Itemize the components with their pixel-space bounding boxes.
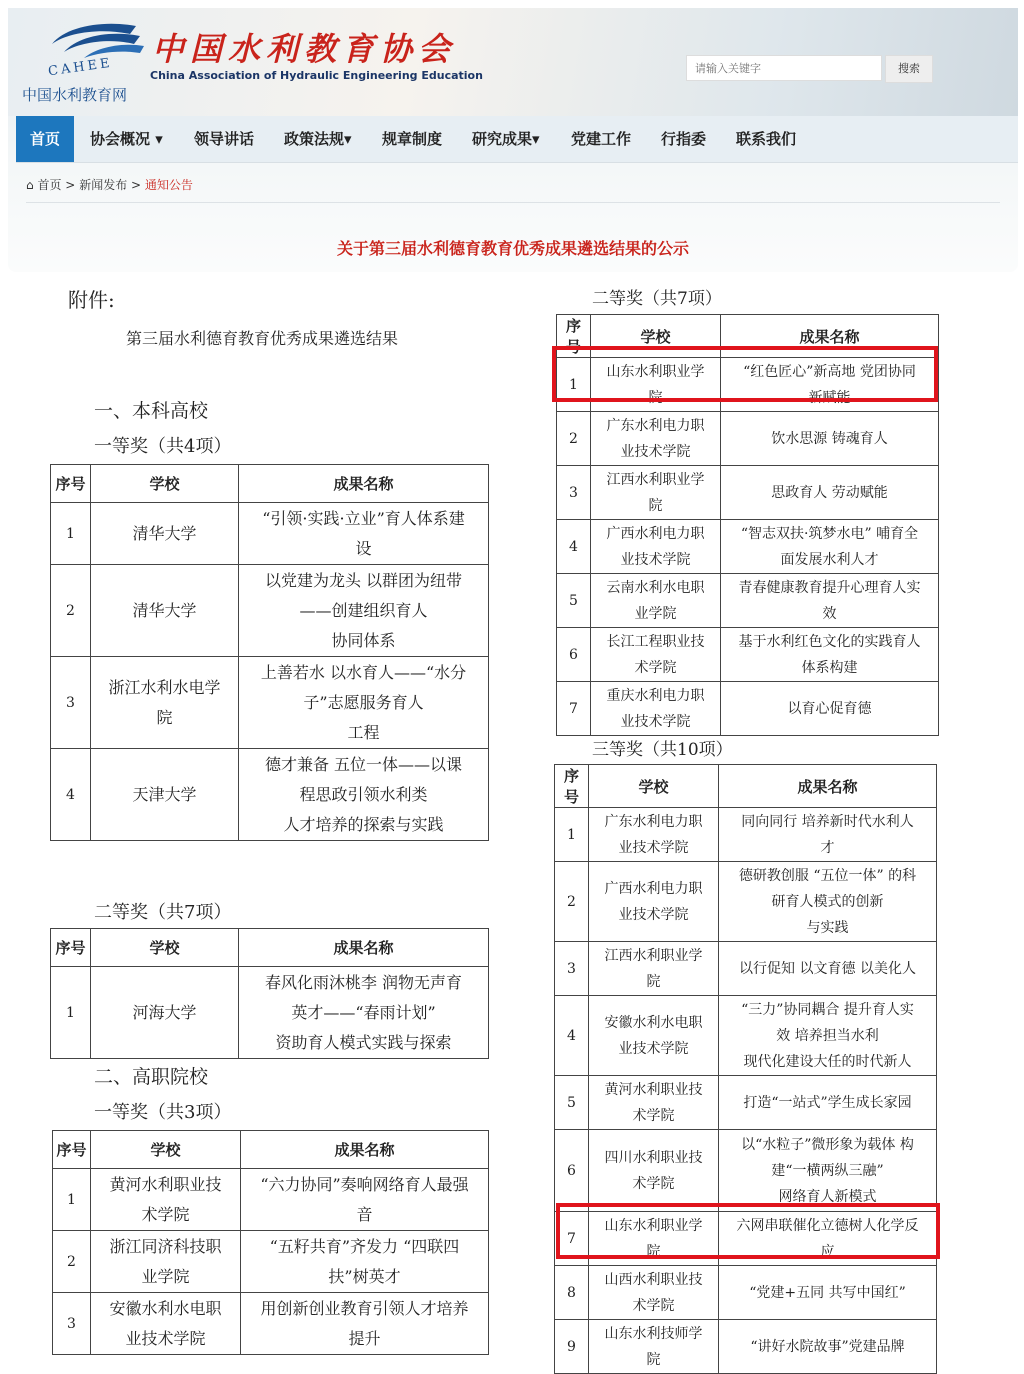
- row-num: 4: [51, 749, 91, 841]
- nav-item-committee[interactable]: 行指委: [661, 130, 707, 148]
- row-result-line: 建“一横两纵三融”: [771, 1162, 884, 1179]
- logo-text: CAHEE: [47, 55, 114, 80]
- row-school-line: 广东水利电力职: [604, 813, 703, 830]
- breadcrumb-news[interactable]: 新闻发布: [79, 178, 128, 192]
- row-school: [589, 1266, 719, 1320]
- row-result-line: 研育人模式的创新: [771, 893, 884, 910]
- row-num: 1: [557, 358, 591, 412]
- row-school-line: 黄河水利职业技: [109, 1174, 222, 1194]
- row-num: 1: [555, 808, 589, 862]
- col-result-header: 成果名称: [241, 1131, 489, 1169]
- undergrad-second-prize-clip: [50, 928, 490, 1052]
- divider: [26, 202, 1000, 203]
- vocational-third-prize-table: [554, 764, 937, 1374]
- row-result-line: 工程: [347, 722, 380, 742]
- vocational-second-prize-heading: 二等奖（共7项）: [592, 289, 722, 309]
- row-num: 7: [555, 1212, 589, 1266]
- row-school-line: 山东水利职业学: [604, 1217, 703, 1234]
- row-result-line: 设: [355, 538, 372, 558]
- vocational-first-prize-table: [52, 1130, 489, 1355]
- row-result: [721, 682, 939, 736]
- row-school: [591, 574, 721, 628]
- row-result: [719, 1320, 937, 1374]
- breadcrumb-home[interactable]: 首页: [37, 178, 62, 192]
- breadcrumb: [26, 176, 193, 193]
- row-num: 3: [557, 466, 591, 520]
- row-num: 3: [53, 1293, 91, 1355]
- row-result-line: 德才兼备 五位一体——以课: [264, 754, 463, 774]
- row-school-line: 业技术学院: [618, 1040, 689, 1057]
- row-school-line: 广西水利电力职: [604, 880, 703, 897]
- vocational-third-prize-clip: [554, 764, 940, 1368]
- table-row: [555, 996, 937, 1076]
- row-result: [721, 574, 939, 628]
- table-row: [555, 1212, 937, 1266]
- table-row: [51, 503, 489, 565]
- row-result-line: 以育心促育德: [787, 700, 872, 717]
- site-banner: [8, 8, 1018, 116]
- row-result-line: 饮水思源 铸魂育人: [771, 430, 888, 447]
- row-school-line: 院: [156, 707, 173, 727]
- table-header-row: [53, 1131, 489, 1169]
- row-school-line: 术学院: [632, 1297, 675, 1314]
- table-header-row: [555, 765, 937, 808]
- row-school-line: 安徽水利水电职: [109, 1298, 222, 1318]
- row-result-line: “红色匠心”新高地 党团协同: [743, 363, 916, 380]
- row-school-line: 院: [646, 1243, 661, 1260]
- row-school-line: 术学院: [634, 659, 677, 676]
- row-school-line: 安徽水利水电职: [604, 1014, 703, 1031]
- row-school: [589, 1130, 719, 1212]
- row-result-line: 效 培养担当水利: [776, 1027, 879, 1044]
- row-school-line: 江西水利职业学: [606, 471, 705, 488]
- row-school-line: 山东水利职业学: [606, 363, 705, 380]
- row-result-line: 面发展水利人才: [780, 551, 879, 568]
- row-result: [721, 520, 939, 574]
- table-row: [555, 862, 937, 942]
- row-school-line: 业技术学院: [620, 443, 691, 460]
- row-result-line: 与实践: [806, 919, 849, 936]
- row-result: [239, 749, 489, 841]
- undergrad-second-prize-heading: 二等奖（共7项）: [94, 902, 232, 923]
- col-school-header: 学校: [91, 929, 239, 967]
- row-result: [239, 565, 489, 657]
- row-result-line: 用创新创业教育引领人才培养: [260, 1298, 469, 1318]
- table-row: [51, 749, 489, 841]
- col-num-header: 序号: [557, 315, 591, 358]
- row-school: [91, 503, 239, 565]
- table-row: [51, 657, 489, 749]
- row-school: [591, 628, 721, 682]
- row-result-line: 六网串联催化立德树人化学反: [736, 1217, 919, 1234]
- row-result-line: 春风化雨沐桃李 润物无声育: [264, 972, 463, 992]
- row-result: [719, 1130, 937, 1212]
- row-result-line: 思政育人 劳动赋能: [771, 484, 888, 501]
- document-title: 第三届水利德育教育优秀成果遴选结果: [126, 329, 399, 348]
- row-num: 6: [555, 1130, 589, 1212]
- row-num: 1: [51, 503, 91, 565]
- main-nav: [16, 116, 1018, 163]
- row-num: 2: [51, 565, 91, 657]
- row-school-line: 浙江水利水电学: [108, 677, 221, 697]
- row-result: [241, 1231, 489, 1293]
- row-result: [721, 628, 939, 682]
- row-num: 4: [557, 520, 591, 574]
- row-result-line: 青春健康教育提升心理育人实: [738, 579, 921, 596]
- row-school-line: 院: [646, 973, 661, 990]
- row-num: 9: [555, 1320, 589, 1374]
- row-result-line: 程思政引领水利类: [299, 784, 428, 804]
- row-result: [719, 996, 937, 1076]
- nav-item-about[interactable]: 协会概况 ▾: [90, 130, 163, 148]
- attachment-label: 附件:: [68, 288, 115, 312]
- row-result-line: 基于水利红色文化的实践育人: [738, 633, 921, 650]
- breadcrumb-current[interactable]: 通知公告: [144, 178, 193, 192]
- row-school: [91, 565, 239, 657]
- row-school: [91, 1293, 241, 1355]
- table-row: [51, 565, 489, 657]
- row-num: 3: [555, 942, 589, 996]
- row-result-line: 上善若水 以水育人——“水分: [260, 662, 467, 682]
- col-result-header: 成果名称: [721, 315, 939, 358]
- row-result: [721, 412, 939, 466]
- row-school: [591, 682, 721, 736]
- row-school-line: 重庆水利电力职: [606, 687, 705, 704]
- table-row: [557, 412, 939, 466]
- table-row: [557, 520, 939, 574]
- table-row: [53, 1231, 489, 1293]
- row-school: [589, 1076, 719, 1130]
- nav-item-speeches[interactable]: 领导讲话: [194, 130, 255, 148]
- row-result-line: ——创建组织育人: [299, 600, 428, 620]
- site-title[interactable]: 中国水利教育协会: [152, 30, 457, 68]
- row-school-line: 广西水利电力职: [606, 525, 705, 542]
- row-num: 1: [51, 967, 91, 1059]
- row-result: [719, 1266, 937, 1320]
- row-school-line: 院: [646, 1351, 661, 1368]
- row-result-line: 效: [822, 605, 837, 622]
- row-result-line: 人才培养的探索与实践: [283, 814, 444, 834]
- row-result-line: 子”志愿服务育人: [303, 692, 424, 712]
- row-result-line: 扶”树英才: [328, 1266, 401, 1286]
- row-result: [719, 1212, 937, 1266]
- col-num-header: 序号: [51, 465, 91, 503]
- table-row: [53, 1169, 489, 1231]
- row-school: [589, 1320, 719, 1374]
- article-title: 关于第三届水利德育教育优秀成果遴选结果的公示: [336, 239, 689, 258]
- table-header-row: [557, 315, 939, 358]
- row-school: [589, 1212, 719, 1266]
- col-result-header: 成果名称: [719, 765, 937, 808]
- table-row: [557, 682, 939, 736]
- row-school: [589, 862, 719, 942]
- row-num: 2: [555, 862, 589, 942]
- row-school-line: 院: [648, 497, 663, 514]
- row-result: [719, 1076, 937, 1130]
- table-row: [557, 628, 939, 682]
- row-school: [591, 412, 721, 466]
- row-school-line: 院: [648, 389, 663, 406]
- row-result-line: 同向同行 培养新时代水利人: [741, 813, 914, 830]
- row-result-line: “五籽共育”齐发力 “四联四: [269, 1236, 460, 1256]
- row-school-line: 术学院: [632, 1175, 675, 1192]
- undergrad-second-prize-table: [50, 928, 489, 1059]
- table-header-row: [51, 929, 489, 967]
- row-school-line: 业技术学院: [125, 1328, 206, 1348]
- row-result: [719, 862, 937, 942]
- vocational-second-prize-table: [556, 314, 939, 736]
- row-num: 2: [557, 412, 591, 466]
- row-school-line: 业技术学院: [620, 713, 691, 730]
- row-school: [589, 808, 719, 862]
- table-row: [555, 1130, 937, 1212]
- row-school: [91, 1169, 241, 1231]
- section-undergrad-heading: 一、本科高校: [94, 400, 209, 422]
- undergrad-first-prize-heading: 一等奖（共4项）: [94, 436, 232, 457]
- row-school-line: 业技术学院: [618, 839, 689, 856]
- vocational-first-prize-heading: 一等奖（共3项）: [94, 1102, 232, 1123]
- row-school: [591, 358, 721, 412]
- nav-item-research[interactable]: 研究成果▾: [472, 130, 540, 148]
- row-result-line: 音: [356, 1204, 373, 1224]
- nav-item-contact[interactable]: 联系我们: [736, 130, 797, 148]
- row-result-line: 英才——“春雨计划”: [291, 1002, 436, 1022]
- row-result-line: “六力协同”奏响网络育人最强: [260, 1174, 469, 1194]
- nav-item-policies[interactable]: 政策法规▾: [284, 130, 352, 148]
- row-school-line: 四川水利职业技: [604, 1149, 703, 1166]
- row-school-line: 业学院: [141, 1266, 190, 1286]
- row-school-line: 清华大学: [132, 600, 197, 620]
- row-school-line: 业技术学院: [618, 906, 689, 923]
- col-school-header: 学校: [91, 1131, 241, 1169]
- row-num: 1: [53, 1169, 91, 1231]
- row-school-line: 江西水利职业学: [604, 947, 703, 964]
- row-num: 6: [557, 628, 591, 682]
- row-school-line: 业学院: [634, 605, 677, 622]
- row-school-line: 清华大学: [132, 523, 197, 543]
- row-result-line: “智志双扶·筑梦水电” 哺育全: [740, 525, 919, 542]
- table-row: [53, 1293, 489, 1355]
- row-school: [591, 466, 721, 520]
- table-row: [51, 967, 489, 1059]
- col-school-header: 学校: [91, 465, 239, 503]
- row-result-line: 以党建为龙头 以群团为纽带: [264, 570, 463, 590]
- row-num: 7: [557, 682, 591, 736]
- table-row: [555, 942, 937, 996]
- site-name-small[interactable]: 中国水利教育网: [22, 86, 128, 104]
- row-num: 2: [53, 1231, 91, 1293]
- row-result: [721, 358, 939, 412]
- table-row: [555, 1266, 937, 1320]
- col-num-header: 序号: [555, 765, 589, 808]
- table-row: [557, 574, 939, 628]
- row-school-line: 长江工程职业技: [606, 633, 705, 650]
- row-result-line: “讲好水院故事”党建品牌: [750, 1338, 905, 1355]
- row-school: [91, 967, 239, 1059]
- row-result: [241, 1293, 489, 1355]
- row-result: [239, 967, 489, 1059]
- col-result-header: 成果名称: [239, 929, 489, 967]
- table-header-row: [51, 465, 489, 503]
- row-num: 3: [51, 657, 91, 749]
- row-school-line: 术学院: [141, 1204, 190, 1224]
- row-result-line: 才: [820, 839, 835, 856]
- row-result: [241, 1169, 489, 1231]
- row-result-line: “党建+五同 共写中国红”: [749, 1284, 906, 1301]
- search-input[interactable]: [686, 55, 882, 81]
- row-num: 4: [555, 996, 589, 1076]
- nav-item-party[interactable]: 党建工作: [571, 130, 632, 148]
- row-school: [91, 657, 239, 749]
- table-row: [557, 358, 939, 412]
- row-school-line: 浙江同济科技职: [109, 1236, 222, 1256]
- row-result-line: 德研教创服 “五位一体” 的科: [738, 867, 917, 884]
- row-result: [239, 503, 489, 565]
- row-result-line: 协同体系: [331, 630, 396, 650]
- site-title-en: China Association of Hydraulic Engineering Education: [150, 69, 483, 82]
- row-school-line: 黄河水利职业技: [604, 1081, 703, 1098]
- row-result: [721, 466, 939, 520]
- search-button[interactable]: 搜索: [885, 55, 933, 83]
- row-school-line: 河海大学: [132, 1002, 197, 1022]
- row-school-line: 山西水利职业技: [604, 1271, 703, 1288]
- col-result-header: 成果名称: [239, 465, 489, 503]
- row-result-line: 资助育人模式实践与探索: [275, 1032, 452, 1052]
- row-school: [589, 942, 719, 996]
- row-school: [589, 996, 719, 1076]
- row-num: 5: [557, 574, 591, 628]
- row-result-line: 打造“一站式”学生成长家园: [743, 1094, 912, 1111]
- row-result-line: 新赋能: [808, 389, 851, 406]
- row-school-line: 术学院: [632, 1107, 675, 1124]
- home-icon[interactable]: ⌂: [26, 178, 34, 192]
- row-school: [91, 1231, 241, 1293]
- row-num: 5: [555, 1076, 589, 1130]
- section-vocational-heading: 二、高职院校: [94, 1066, 209, 1088]
- row-school-line: 云南水利水电职: [606, 579, 705, 596]
- row-num: 8: [555, 1266, 589, 1320]
- row-result-line: 体系构建: [801, 659, 858, 676]
- row-result-line: 现代化建设大任的时代新人: [743, 1053, 912, 1070]
- row-school-line: 天津大学: [132, 784, 197, 804]
- undergrad-first-prize-table: [50, 464, 489, 841]
- row-result: [719, 808, 937, 862]
- col-num-header: 序号: [53, 1131, 91, 1169]
- table-row: [555, 1320, 937, 1374]
- row-result-line: 应: [820, 1243, 835, 1260]
- row-result: [719, 942, 937, 996]
- row-result-line: 以“水粒子”微形象为载体 构: [741, 1136, 914, 1153]
- row-school: [591, 520, 721, 574]
- row-result-line: “三力”协同耦合 提升育人实: [741, 1001, 914, 1018]
- col-school-header: 学校: [591, 315, 721, 358]
- table-row: [557, 466, 939, 520]
- breadcrumb-separator: >: [131, 178, 142, 192]
- row-result-line: 以行促知 以文育德 以美化人: [739, 960, 916, 977]
- col-num-header: 序号: [51, 929, 91, 967]
- nav-item-regulations[interactable]: 规章制度: [382, 130, 443, 148]
- vocational-third-prize-heading: 三等奖（共10项）: [592, 740, 733, 760]
- row-school-line: 山东水利技师学: [604, 1325, 703, 1342]
- breadcrumb-separator: >: [65, 178, 76, 192]
- row-school-line: 业技术学院: [620, 551, 691, 568]
- row-school: [91, 749, 239, 841]
- table-row: [555, 1076, 937, 1130]
- row-result-line: 提升: [348, 1328, 381, 1348]
- col-school-header: 学校: [589, 765, 719, 808]
- table-row: [555, 808, 937, 862]
- row-school-line: 广东水利电力职: [606, 417, 705, 434]
- row-result: [239, 657, 489, 749]
- nav-item-home[interactable]: 首页: [16, 116, 74, 162]
- row-result-line: 网络育人新模式: [778, 1188, 877, 1205]
- row-result-line: “引领·实践·立业”育人体系建: [262, 508, 465, 528]
- website-header-panel: [8, 8, 1018, 272]
